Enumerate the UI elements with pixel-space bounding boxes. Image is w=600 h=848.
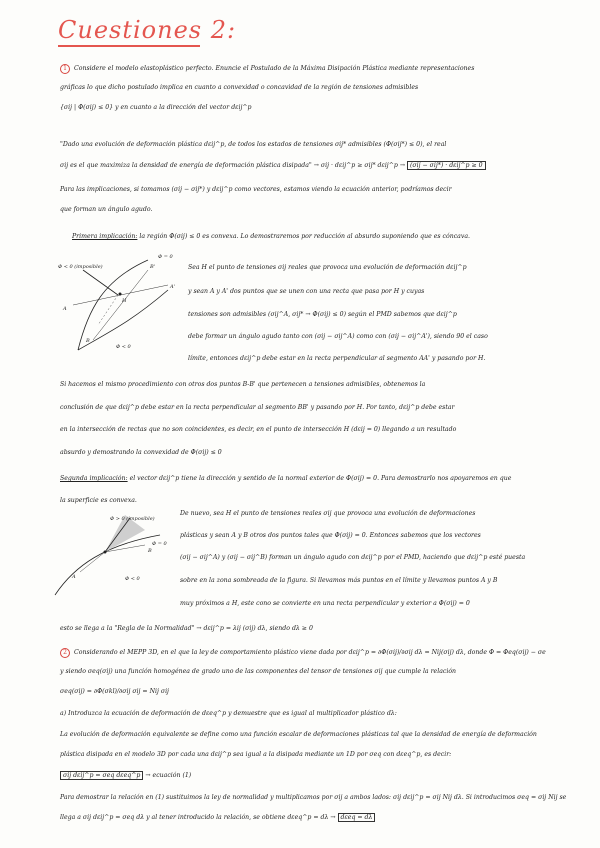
implication-2-line-f: sobre en la zona sombreada de la figura. Si llevamos más puntos en el límite y llevamos puntos A y B [180, 577, 498, 584]
energy-equivalence-box: σij dεij^p = σeq dεeq^p [60, 771, 143, 780]
q1-line-6: Para las implicaciones, si tomamos (σij − σij*) y dεij^p como vectores, estamos viendo la ecuación anterior, podríamos decir [60, 186, 452, 193]
q2-a-line-3: σij dεij^p = σeq dεeq^p → ecuación (1) [60, 772, 191, 780]
implication-1-line-h: conclusión de que dεij^p debe estar en la recta perpendicular al segmento BB' y pasando por H. Por tanto, dεij^p debe estar [60, 404, 455, 411]
title-underline [58, 45, 200, 47]
q2-line-3: σeq(σij) = ∂Φ(σkl)/∂σij σij = Nij σij [60, 688, 169, 695]
fig1-label-phi: Φ = 0 [158, 254, 173, 260]
dashed-line [98, 295, 118, 325]
implication-2-line-e: (σij − σij^A) y (σij − σij^B) forman un ángulo agudo con dεij^p por el PMD, haciendo que dεij^p esté puesta [180, 554, 526, 561]
q1-number: 1 [60, 64, 70, 74]
q1-line-2: gráficas lo que dicho postulado implica en cuanto a convexidad o concavidad de la región de tensiones admisibles [60, 84, 419, 91]
fig1-label-h: H [122, 298, 127, 304]
segment-bb [93, 270, 148, 340]
fig2-label-a: A [72, 574, 76, 580]
q2-a-line-4: Para demostrar la relación en (1) sustituimos la ley de normalidad y multiplicamos por σij a ambos lados: σij dεij^p = σij Nij dλ. Si introducimos σeq = σij Nij se [60, 794, 567, 801]
q2-line-2: y siendo σeq(σij) una función homogénea de grado uno de las componentes del tensor de tensiones σij que cumple la relación [60, 668, 457, 675]
convexity-figure [58, 250, 188, 360]
page-title: Cuestiones 2: [58, 16, 237, 44]
point-h [119, 293, 122, 296]
fig1-label-b-prime: B' [150, 264, 156, 270]
q1-line-4: "Dado una evolución de deformación plástica dεij^p, de todos los estados de tensiones σij* admisibles (Φ(σij*) ≤ 0), el real [60, 141, 447, 148]
point-h [104, 551, 107, 554]
fig2-label-b: B [148, 548, 152, 554]
fig1-label-a-prime: A' [170, 284, 175, 290]
fig2-label-phi: Φ = 0 [152, 541, 167, 547]
final-result-box: dεeq = dλ [338, 813, 376, 822]
q2-a-line-2: plástica disipada en el modelo 3D por cada una dεij^p sea igual a la disipada mediante un 1D por σeq con dεeq^p, es decir: [60, 751, 452, 758]
pmd-boxed-result: (σij − σij*) · dεij^p ≥ 0 [407, 161, 486, 170]
implication-1-line-d: tensiones son admisibles (σij^A, σij* → Φ(σij) ≤ 0) según el PMD sabemos que dεij^p [188, 311, 457, 318]
implication-1-line-i: en la intersección de rectas que no son coincidentes, es decir, en el punto de intersección H (dεij = 0) llegando a un resultado [60, 426, 457, 433]
implication-1-line-f: límite, entonces dεij^p debe estar en la recta perpendicular al segmento AA' y pasando por H. [188, 355, 486, 362]
implication-2-line-b: la superficie es convexa. [60, 497, 137, 504]
implication-2-line-c: De nuevo, sea H el punto de tensiones reales σij que provoca una evolución de deformaciones [180, 510, 476, 517]
implication-1-line-b: Sea H el punto de tensiones σij reales que provoca una evolución de deformación dεij^p [188, 264, 467, 271]
vector-ha [80, 552, 105, 572]
q2-a-line-5: llega a σij dεij^p = σeq dλ y al tener introducido la relación, se obtiene dεeq^p = dλ → dεeq = dλ [60, 814, 375, 822]
implication-1-line-e: debe formar un ángulo agudo tanto con (σij − σij^A) como con (σij − σij^A'), siendo 90 el caso [188, 333, 488, 340]
implication-2-intro: Segunda implicación: el vector dεij^p tiene la dirección y sentido de la normal exterior de Φ(σij) = 0. Para demostrarlo nos apoyaremos en que [60, 475, 512, 482]
fig2-label-impossible: Φ > 0 (imposible) [110, 516, 155, 522]
yield-surface-curve [55, 535, 160, 595]
implication-1-line-j: absurdo y demostrando la convexidad de Φ(σij) ≤ 0 [60, 449, 222, 456]
implication-2-line-d: plásticas y sean A y B otros dos puntos tales que Φ(σij) = 0. Entonces sabemos que los vectores [180, 532, 481, 539]
implication-1-heading: Primera implicación: [72, 233, 138, 240]
fig1-label-phi-neg: Φ < 0 [116, 344, 131, 350]
q1-line-5: σij es el que maximiza la densidad de energía de deformación plástica disipada" → σij · dεij^p ≥ σij* dεij^p → (σij − σij*) · dεij^p ≥ 0 [60, 162, 486, 170]
q2-a-line-1: La evolución de deformación equivalente se define como una función escalar de deformaciones plásticas tal que la densidad de energía de deformación [60, 731, 537, 738]
normality-rule: dεij^p = λij (σij) dλ, siendo dλ ≥ 0 [203, 625, 313, 632]
q1-line-7: que forman un ángulo agudo. [60, 206, 153, 213]
fig1-label-b: B [86, 338, 90, 344]
fig1-label-top: Φ < 0 (imposible) [58, 264, 103, 270]
normality-figure [50, 510, 180, 605]
q2-number: 2 [60, 648, 70, 658]
pmd-inequality: σij · dεij^p ≥ σij* dεij^p [320, 162, 398, 169]
implication-2-line-g: muy próximos a H, este cono se convierte en una recta perpendicular y exterior a Φ(σij) = 0 [180, 600, 470, 607]
plastic-flow-law: dεij^p = ∂Φ(σij)/∂σij dλ = Nij(σij) dλ, donde Φ = Φeq(σij) − σe [348, 649, 546, 656]
implication-1-line-c: y sean A y A' dos puntos que se unen con una recta que pasa por H y cuyas [188, 288, 425, 295]
implication-2-heading: Segunda implicación: [60, 475, 128, 482]
implication-1-line-g: Si hacemos el mismo procedimiento con otros dos puntos B-B' que pertenecen a tensiones admisibles, obtenemos la [60, 381, 426, 388]
implication-2-line-h: esto se llega a la "Regla de la Normalidad" → dεij^p = λij (σij) dλ, siendo dλ ≥ 0 [60, 625, 313, 632]
fig2-label-phi-neg: Φ < 0 [125, 576, 140, 582]
q2-line-1: 2 Considerando el MEPP 3D, en el que la ley de comportamiento plástico viene dada por dεij^p = ∂Φ(σij)/∂σij dλ = Nij(σij) dλ, donde Φ = Φeq(σij) − σe [60, 648, 546, 658]
q1-line-3: {σij | Φ(σij) ≤ 0} y en cuanto a la dirección del vector dεij^p [60, 104, 252, 111]
q1-line-1: 1 Considere el modelo elastoplástico perfecto. Enuncie el Postulado de la Máxima Disipación Plástica mediante representaciones [60, 64, 474, 74]
fig1-label-a: A [63, 306, 67, 312]
implication-1-intro: Primera implicación: la región Φ(σij) ≤ 0 es convexa. Lo demostraremos por reducción al absurdo suponiendo que es cóncava. [72, 233, 471, 240]
q2-part-a: a) Introduzca la ecuación de deformación de dεeq^p y demuestre que es igual al multiplicador plástico dλ: [60, 710, 397, 717]
